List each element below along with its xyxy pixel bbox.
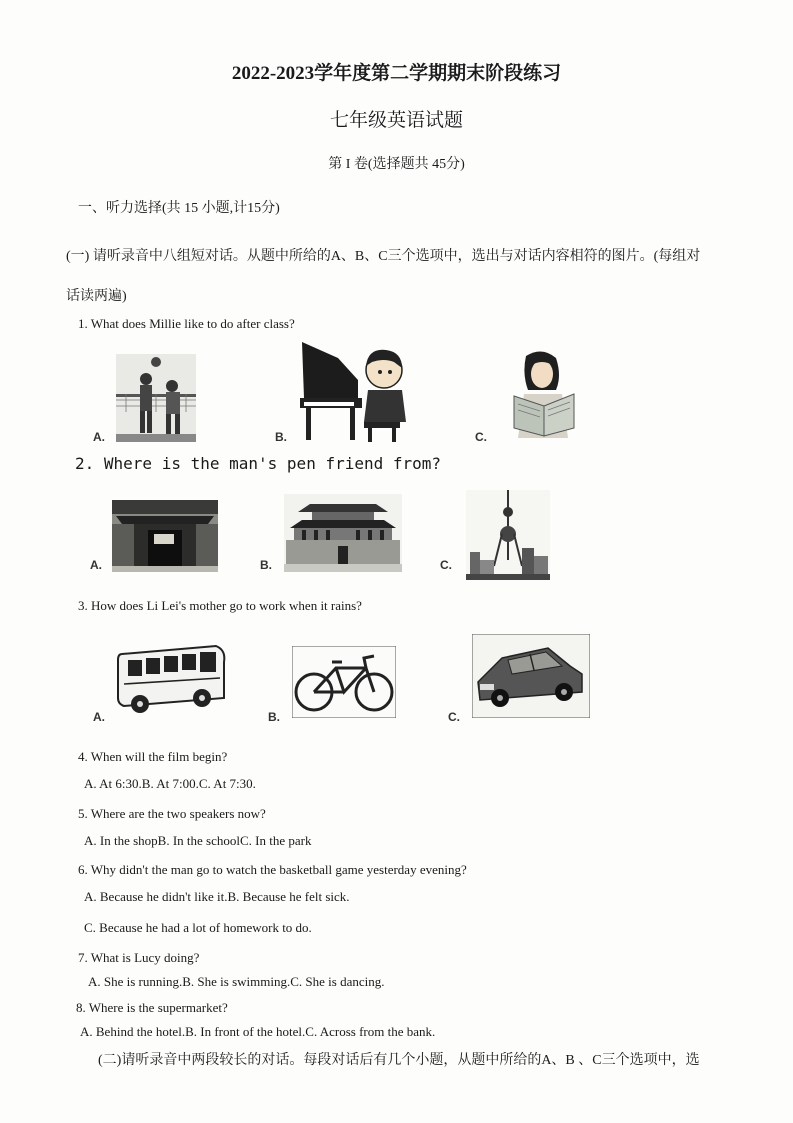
- question-2: 2. Where is the man's pen friend from?: [75, 454, 442, 473]
- option-label-b: B.: [260, 558, 272, 572]
- option-label-a: A.: [93, 430, 105, 444]
- section-heading: 一、听力选择(共 15 小题,计15分): [78, 201, 280, 216]
- option-label-b: B.: [268, 710, 280, 724]
- question-6-options-1: A. Because he didn't like it.B. Because he felt sick.: [84, 889, 350, 904]
- part1-instruction-line2: 话读两遍): [66, 289, 127, 304]
- question-1: 1. What does Millie like to do after class?: [78, 316, 295, 331]
- stone-gate-picture: [112, 500, 218, 572]
- option-label-c: C.: [440, 558, 452, 572]
- option-label-a: A.: [93, 710, 105, 724]
- question-7: 7. What is Lucy doing?: [78, 950, 200, 965]
- volume-heading: 第 I 卷(选择题共 45分): [328, 157, 465, 172]
- question-3: 3. How does Li Lei's mother go to work when it rains?: [78, 598, 362, 613]
- piano-player-picture: [298, 340, 410, 444]
- part2-instruction-line1: (二)请听录音中两段较长的对话。每段对话后有几个小题，从题中所给的A、B 、C三个选项中，选: [98, 1053, 700, 1068]
- bus-picture: [116, 640, 228, 720]
- bicycle-picture: [292, 646, 396, 718]
- question-6: 6. Why didn't the man go to watch the basketball game yesterday evening?: [78, 862, 467, 877]
- question-6-options-2: C. Because he had a lot of homework to do.: [84, 920, 312, 935]
- option-label-b: B.: [275, 430, 287, 444]
- question-8-options: A. Behind the hotel.B. In front of the hotel.C. Across from the bank.: [80, 1024, 436, 1039]
- part1-instruction-line1: (一) 请听录音中八组短对话。从题中所给的A、B、C三个选项中，选出与对话内容相符的图片。(每组对: [66, 249, 701, 264]
- question-4: 4. When will the film begin?: [78, 749, 228, 764]
- question-8: 8. Where is the supermarket?: [76, 1000, 228, 1015]
- tv-tower-skyline-picture: [466, 490, 550, 580]
- question-4-options: A. At 6:30.B. At 7:00.C. At 7:30.: [84, 776, 256, 791]
- tiananmen-picture: [284, 494, 402, 572]
- volleyball-players-picture: [116, 354, 196, 442]
- option-label-c: C.: [475, 430, 487, 444]
- option-label-c: C.: [448, 710, 460, 724]
- question-5: 5. Where are the two speakers now?: [78, 806, 266, 821]
- car-picture: [472, 634, 590, 718]
- question-5-options: A. In the shopB. In the schoolC. In the park: [84, 833, 312, 848]
- girl-reading-picture: [512, 350, 580, 438]
- option-label-a: A.: [90, 558, 102, 572]
- exam-subtitle: 七年级英语试题: [329, 110, 463, 131]
- exam-title: 2022-2023学年度第二学期期末阶段练习: [231, 63, 562, 84]
- question-7-options: A. She is running.B. She is swimming.C. She is dancing.: [88, 974, 385, 989]
